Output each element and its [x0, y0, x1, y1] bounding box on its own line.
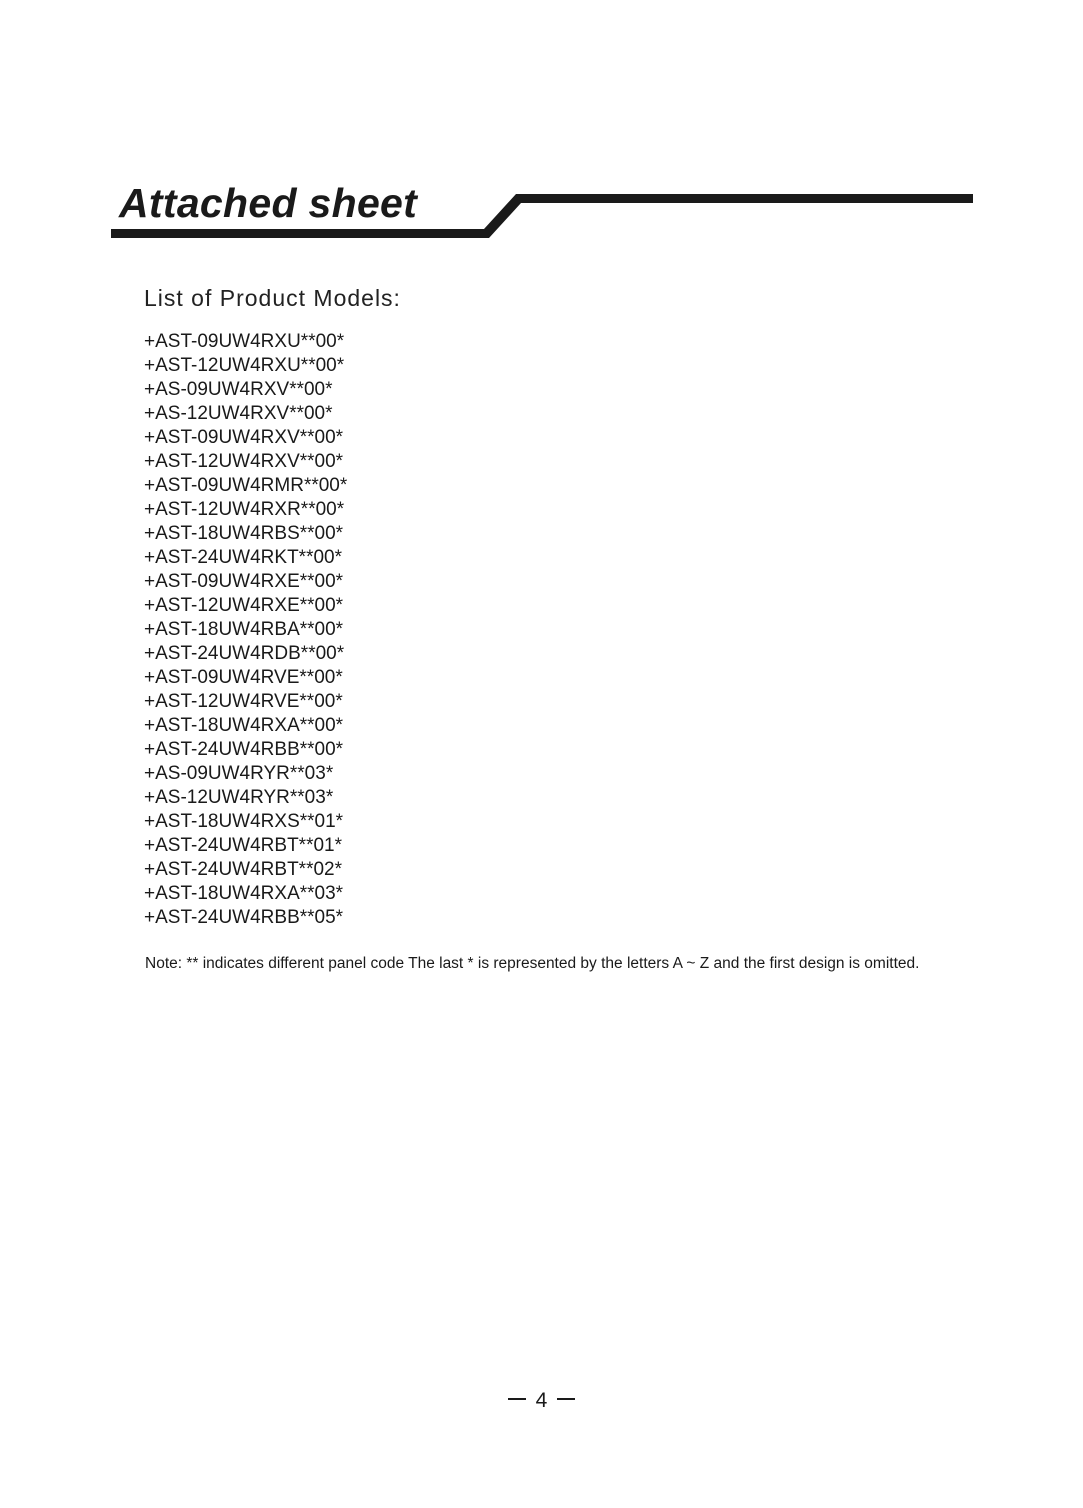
- note-text: Note: ** indicates different panel code The last * is represented by the letters A ~ Z and the first design is omitted.: [145, 955, 920, 972]
- page-title: Attached sheet: [119, 180, 418, 226]
- model-item: +AST-18UW4RXA**03*: [144, 883, 344, 904]
- model-item: +AS-12UW4RYR**03*: [144, 787, 334, 808]
- model-item: +AST-12UW4RXR**00*: [144, 499, 345, 520]
- model-item: +AST-12UW4RXV**00*: [144, 451, 344, 472]
- model-item: +AST-09UW4RXU**00*: [144, 331, 345, 352]
- model-list: [144, 330, 347, 930]
- model-item: +AST-24UW4RBT**02*: [144, 859, 342, 880]
- model-item: +AST-18UW4RBA**00*: [144, 619, 344, 640]
- model-item: +AST-09UW4RMR**00*: [144, 475, 348, 496]
- model-item: +AST-12UW4RVE**00*: [144, 691, 343, 712]
- model-item: +AS-09UW4RXV**00*: [144, 379, 333, 400]
- page-number-value: 4: [535, 1389, 548, 1412]
- model-item: +AST-12UW4RXE**00*: [144, 595, 344, 616]
- model-item: +AST-24UW4RBT**01*: [144, 835, 342, 856]
- model-item: +AST-24UW4RDB**00*: [144, 643, 345, 664]
- model-item: +AST-09UW4RXV**00*: [144, 427, 344, 448]
- model-item: +AST-18UW4RXS**01*: [144, 811, 344, 832]
- model-item: +AST-18UW4RBS**00*: [144, 523, 344, 544]
- model-item: +AST-24UW4RBB**05*: [144, 907, 344, 928]
- model-item: +AST-18UW4RXA**00*: [144, 715, 344, 736]
- dash-left: [508, 1398, 526, 1400]
- model-item: +AST-09UW4RVE**00*: [144, 667, 343, 688]
- model-item: +AST-09UW4RXE**00*: [144, 571, 344, 592]
- page-number: [0, 1389, 1083, 1413]
- model-item: +AS-09UW4RYR**03*: [144, 763, 334, 784]
- model-item: +AST-24UW4RBB**00*: [144, 739, 344, 760]
- section-heading: List of Product Models:: [144, 285, 401, 311]
- dash-right: [557, 1398, 575, 1400]
- model-item: +AST-12UW4RXU**00*: [144, 355, 345, 376]
- model-item: +AS-12UW4RXV**00*: [144, 403, 333, 424]
- model-item: +AST-24UW4RKT**00*: [144, 547, 342, 568]
